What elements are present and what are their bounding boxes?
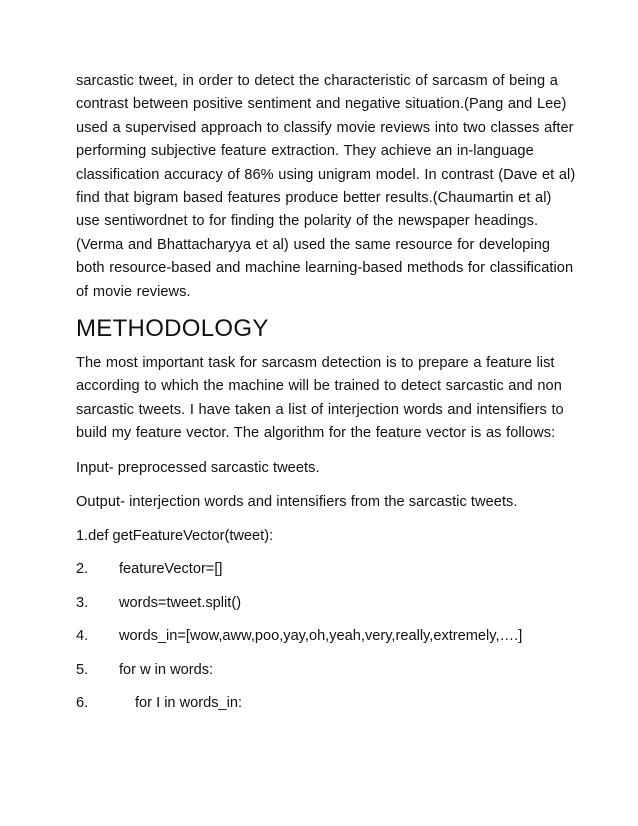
intro-paragraph: sarcastic tweet, in order to detect the characteristic of sarcasm of being a contrast between positive sentiment and negative situation.(Pang and Lee) used a supervised approach to classify movie reviews into two classes after performing subjective feature extraction. They achieve an in-language classification accuracy of 86% using unigram model. In contrast (Dave et al) find that bigram based features produce better results.(Chaumartin et al) use sentiwordnet to for finding the polarity of the newspaper headings. (Verma and Bhattacharyya et al) used the same resource for developing both resource-based and machine learning-based methods for classification of movie reviews.	[76, 73, 576, 300]
code-line-1	[76, 526, 576, 546]
code-line-5-text: for w in words:	[119, 661, 214, 678]
code-line-3	[76, 593, 576, 613]
code-line-5	[76, 660, 576, 680]
page-content	[76, 70, 576, 727]
code-line-3-text: words=tweet.split()	[119, 594, 242, 611]
code-line-4-number: 4.	[76, 628, 89, 645]
code-line-2-number: 2.	[76, 561, 89, 578]
input-line: Input- preprocessed sarcastic tweets.	[76, 459, 320, 476]
code-line-1-text: 1.def getFeatureVector(tweet):	[76, 527, 274, 544]
methodology-paragraph: The most important task for sarcasm detection is to prepare a feature list according to which the machine will be trained to detect sarcastic and non sarcastic tweets. I have taken a list of interjection words and intensifiers to build my feature vector. The algorithm for the feature vector is as follows:	[76, 355, 564, 442]
code-line-4-text: words_in=[wow,aww,poo,yay,oh,yeah,very,really,extremely,….]	[119, 628, 523, 645]
code-line-2	[76, 559, 576, 579]
code-line-3-number: 3.	[76, 594, 89, 611]
code-line-5-number: 5.	[76, 661, 89, 678]
algorithm-code-block	[76, 526, 576, 714]
code-line-6	[76, 693, 576, 713]
code-line-6-text: for I in words_in:	[135, 695, 243, 712]
output-line: Output- interjection words and intensifiers from the sarcastic tweets.	[76, 493, 518, 510]
code-line-2-text: featureVector=[]	[119, 561, 223, 578]
code-line-4	[76, 626, 576, 646]
section-heading: METHODOLOGY	[76, 315, 269, 343]
code-line-6-number: 6.	[76, 695, 89, 712]
